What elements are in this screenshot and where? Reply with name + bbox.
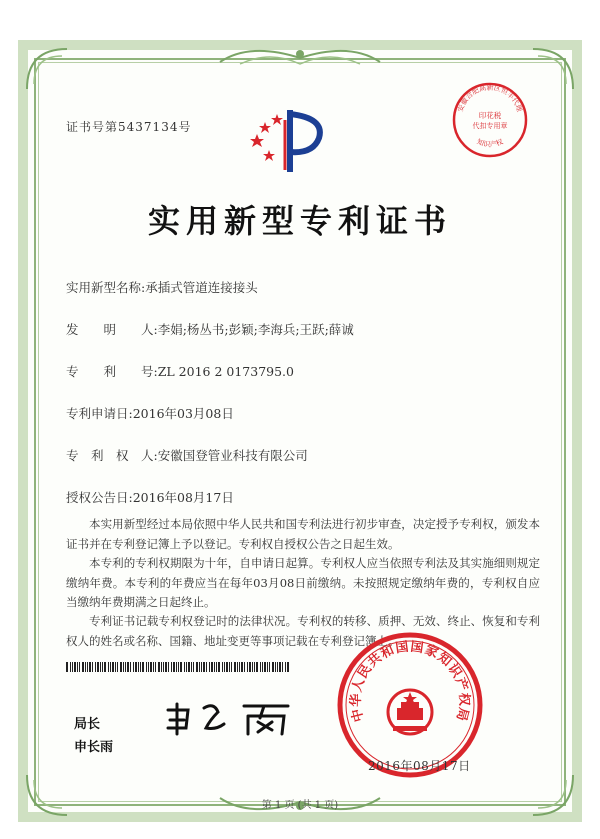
signatory-role: 局长 bbox=[74, 717, 101, 732]
paragraph-term: 本专利的专利权期限为十年，自申请日起算。专利权人应当依照专利法及其实施细则规定缴纳年费。本专利的年费应当在每年03月08日前缴纳。未按照规定缴纳年费的，专利权自应当缴纳年费期满之日起终止。 bbox=[66, 556, 540, 609]
barcode-bar bbox=[239, 662, 240, 672]
barcode-bar bbox=[108, 662, 109, 672]
tax-seal bbox=[450, 80, 530, 160]
barcode-bar bbox=[125, 662, 126, 672]
field-label: 实用新型名称: bbox=[66, 280, 146, 295]
certificate-number-value: 5437134 bbox=[118, 120, 179, 134]
barcode-bar bbox=[138, 662, 139, 672]
patent-office-logo bbox=[245, 100, 335, 180]
barcode-bar bbox=[196, 662, 198, 672]
barcode-bar bbox=[142, 662, 144, 672]
barcode-bar bbox=[110, 662, 111, 672]
barcode-bar bbox=[165, 662, 167, 672]
barcode-bar bbox=[237, 662, 238, 672]
barcode-bar bbox=[249, 662, 251, 672]
barcode-bar bbox=[66, 662, 68, 672]
barcode-bar bbox=[173, 662, 175, 672]
barcode-bar bbox=[244, 662, 245, 672]
barcode-bar bbox=[148, 662, 149, 672]
certificate-number-label: 证书号第 bbox=[66, 120, 119, 134]
tax-seal-bottom-text: 知识产权 bbox=[475, 137, 505, 149]
barcode bbox=[66, 662, 290, 672]
barcode-bar bbox=[89, 662, 91, 672]
field-value: 2016年03月08日 bbox=[132, 406, 234, 421]
corner-ornament-tr bbox=[528, 44, 578, 94]
barcode-bar bbox=[188, 662, 190, 672]
barcode-bar bbox=[282, 662, 283, 672]
field-application-date bbox=[66, 404, 234, 422]
barcode-bar bbox=[155, 662, 156, 672]
barcode-bar bbox=[176, 662, 177, 672]
paragraph-grant: 本实用新型经过本局依照中华人民共和国专利法进行初步审查，决定授予专利权，颁发本证书并在专利登记簿上予以登记。专利权自授权公告之日起生效。 bbox=[66, 517, 540, 551]
barcode-bar bbox=[72, 662, 73, 672]
barcode-bar bbox=[79, 662, 80, 672]
barcode-bar bbox=[92, 662, 93, 672]
tax-seal-arc-text: 安徽合肥高新区恒丰代理 bbox=[456, 83, 524, 113]
field-label: 专 利 号: bbox=[66, 364, 158, 379]
barcode-bar bbox=[267, 662, 268, 672]
barcode-bar bbox=[211, 662, 213, 672]
barcode-bar bbox=[120, 662, 122, 672]
barcode-bar bbox=[231, 662, 232, 672]
certificate-number-suffix: 号 bbox=[178, 120, 192, 134]
paragraph-legal-status: 专利证书记载专利权登记时的法律状况。专利权的转移、质押、无效、终止、恢复和专利权人的姓名或名称、国籍、地址变更等事项记载在专利登记簿上。 bbox=[66, 614, 540, 648]
top-ornament bbox=[210, 40, 390, 70]
field-grant-date bbox=[66, 488, 234, 506]
field-label: 专 利 权 人: bbox=[66, 448, 158, 463]
barcode-bar bbox=[201, 662, 202, 672]
barcode-bar bbox=[135, 662, 137, 672]
barcode-bar bbox=[115, 662, 116, 672]
barcode-bar bbox=[77, 662, 78, 672]
barcode-bar bbox=[269, 662, 270, 672]
barcode-bar bbox=[117, 662, 118, 672]
barcode-bar bbox=[193, 662, 194, 672]
field-inventors bbox=[66, 320, 354, 338]
field-patent-number bbox=[66, 362, 294, 380]
handwritten-signature bbox=[160, 690, 310, 740]
field-value: 承插式管道连接接头 bbox=[145, 280, 258, 295]
barcode-bar bbox=[74, 662, 76, 672]
barcode-bar bbox=[222, 662, 223, 672]
barcode-bar bbox=[214, 662, 215, 672]
barcode-bar bbox=[70, 662, 71, 672]
corner-ornament-bl bbox=[22, 770, 72, 820]
certificate-title: 实用新型专利证书 bbox=[147, 202, 452, 240]
barcode-bar bbox=[97, 662, 99, 672]
barcode-bar bbox=[218, 662, 220, 672]
barcode-bar bbox=[247, 662, 248, 672]
field-patentee bbox=[66, 446, 308, 464]
barcode-bar bbox=[277, 662, 278, 672]
barcode-bar bbox=[140, 662, 141, 672]
barcode-bar bbox=[104, 662, 106, 672]
barcode-bar bbox=[100, 662, 101, 672]
field-label: 专利申请日: bbox=[66, 406, 133, 421]
national-emblem-icon bbox=[388, 690, 432, 734]
corner-ornament-br bbox=[528, 770, 578, 820]
barcode-bar bbox=[123, 662, 124, 672]
barcode-bar bbox=[102, 662, 103, 672]
page-number: 第 1 页 (共 1 页) bbox=[261, 800, 339, 811]
barcode-bar bbox=[216, 662, 217, 672]
barcode-bar bbox=[158, 662, 160, 672]
field-label: 发 明 人: bbox=[66, 322, 158, 337]
barcode-bar bbox=[178, 662, 179, 672]
barcode-bar bbox=[275, 662, 276, 672]
barcode-bar bbox=[186, 662, 187, 672]
field-utility-model-name bbox=[66, 278, 258, 296]
barcode-bar bbox=[130, 662, 131, 672]
barcode-bar bbox=[163, 662, 164, 672]
svg-text:安徽合肥高新区恒丰代理 bbox=[456, 83, 524, 113]
barcode-bar bbox=[229, 662, 230, 672]
barcode-bar bbox=[209, 662, 210, 672]
barcode-bar bbox=[171, 662, 172, 672]
barcode-bar bbox=[146, 662, 147, 672]
barcode-bar bbox=[184, 662, 185, 672]
svg-text:知识产权 bbox=[476, 137, 505, 149]
barcode-bar bbox=[272, 662, 274, 672]
barcode-bar bbox=[203, 662, 205, 672]
barcode-bar bbox=[241, 662, 243, 672]
barcode-bar bbox=[256, 662, 258, 672]
barcode-bar bbox=[112, 662, 114, 672]
field-label: 授权公告日: bbox=[66, 490, 133, 505]
barcode-bar bbox=[260, 662, 261, 672]
tax-seal-center-line-1: 印花税 bbox=[478, 111, 502, 120]
barcode-bar bbox=[127, 662, 129, 672]
barcode-bar bbox=[95, 662, 96, 672]
certificate-number bbox=[66, 118, 191, 135]
barcode-bar bbox=[161, 662, 162, 672]
barcode-bar bbox=[264, 662, 266, 672]
tax-seal-center-line-2: 代扣专用章 bbox=[472, 122, 508, 130]
corner-ornament-tl bbox=[22, 44, 72, 94]
barcode-bar bbox=[191, 662, 192, 672]
barcode-bar bbox=[224, 662, 225, 672]
seal-issuer-text: 中华人民共和国国家知识产权局 bbox=[348, 639, 472, 724]
barcode-bar bbox=[133, 662, 134, 672]
signatory-name: 申长雨 bbox=[74, 740, 114, 755]
barcode-bar bbox=[87, 662, 88, 672]
barcode-bar bbox=[226, 662, 228, 672]
field-value: 2016年08月17日 bbox=[132, 490, 234, 505]
barcode-bar bbox=[252, 662, 253, 672]
barcode-bar bbox=[199, 662, 200, 672]
barcode-bar bbox=[206, 662, 207, 672]
field-value: 李娟;杨丛书;彭颖;李海兵;王跃;薛诚 bbox=[157, 322, 354, 337]
barcode-bar bbox=[153, 662, 154, 672]
barcode-bar bbox=[150, 662, 152, 672]
barcode-bar bbox=[262, 662, 263, 672]
barcode-bar bbox=[285, 662, 286, 672]
barcode-bar bbox=[287, 662, 289, 672]
field-value: 安徽国登管业科技有限公司 bbox=[157, 448, 308, 463]
seal-date: 2016年08月17日 bbox=[368, 759, 471, 773]
barcode-bar bbox=[234, 662, 236, 672]
barcode-bar bbox=[254, 662, 255, 672]
barcode-bar bbox=[82, 662, 84, 672]
field-value: ZL 2016 2 0173795.0 bbox=[157, 364, 294, 379]
barcode-bar bbox=[180, 662, 182, 672]
barcode-bar bbox=[279, 662, 281, 672]
barcode-bar bbox=[85, 662, 86, 672]
barcode-bar bbox=[168, 662, 169, 672]
